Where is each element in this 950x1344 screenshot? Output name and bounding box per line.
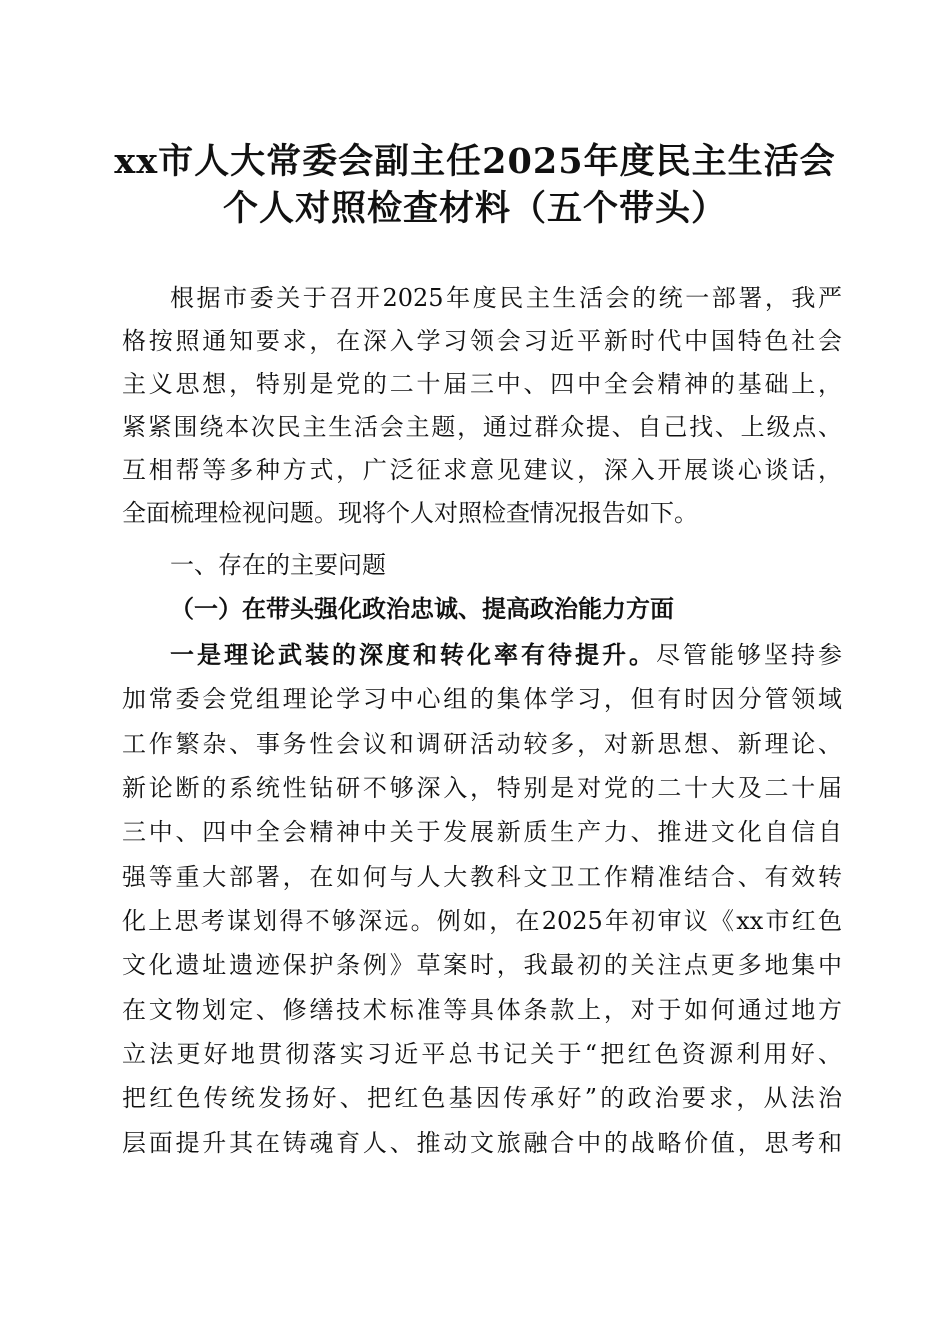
paragraph-line: 把红色传统发扬好、把红色基因传承好”的政治要求，从法治 [122, 1084, 842, 1112]
intro-line: 主义思想，特别是党的二十届三中、四中全会精神的基础上， [122, 370, 842, 398]
paragraph-line: 强等重大部署，在如何与人大教科文卫工作精准结合、有效转 [122, 863, 842, 891]
paragraph-line: 新论断的系统性钻研不够深入，特别是对党的二十大及二十届 [122, 774, 842, 802]
paragraph-line: 层面提升其在铸魂育人、推动文旅融合中的战略价值，思考和 [122, 1129, 842, 1157]
paragraph-line: 工作繁杂、事务性会议和调研活动较多，对新思想、新理论、 [122, 730, 842, 758]
subsection-heading: （一）在带头强化政治忠诚、提高政治能力方面 [170, 594, 674, 623]
paragraph-line: 文化遗址遗迹保护条例》草案时，我最初的关注点更多地集中 [122, 951, 842, 979]
intro-line: 格按照通知要求，在深入学习领会习近平新时代中国特色社会 [122, 327, 842, 355]
section-heading: 一、存在的主要问题 [170, 551, 386, 579]
document-title-line-1: xx市人大常委会副主任2025年度民主生活会 [114, 141, 836, 182]
paragraph-line: 三中、四中全会精神中关于发展新质生产力、推进文化自信自 [122, 818, 842, 846]
intro-line: 互相帮等多种方式，广泛征求意见建议，深入开展谈心谈话， [122, 456, 842, 484]
paragraph-line: 立法更好地贯彻落实习近平总书记关于“把红色资源利用好、 [122, 1040, 842, 1068]
paragraph-lead: 一是理论武装的深度和转化率有待提升。 [170, 640, 656, 669]
paragraph-line: 化上思考谋划得不够深远。例如，在2025年初审议《xx市红色 [122, 907, 842, 935]
paragraph-line: 在文物划定、修缮技术标准等具体条款上，对于如何通过地方 [122, 996, 842, 1024]
intro-line: 全面梳理检视问题。现将个人对照检查情况报告如下。 [122, 499, 698, 527]
paragraph-first-line [170, 640, 842, 670]
paragraph-line: 加常委会党组理论学习中心组的集体学习，但有时因分管领域 [122, 685, 842, 713]
paragraph-lead-rest: 尽管能够坚持参 [656, 641, 842, 669]
document-title-line-2: 个人对照检查材料（五个带头） [222, 188, 727, 229]
intro-line: 根据市委关于召开2025年度民主生活会的统一部署，我严 [170, 284, 842, 312]
intro-line: 紧紧围绕本次民主生活会主题，通过群众提、自己找、上级点、 [122, 413, 842, 441]
